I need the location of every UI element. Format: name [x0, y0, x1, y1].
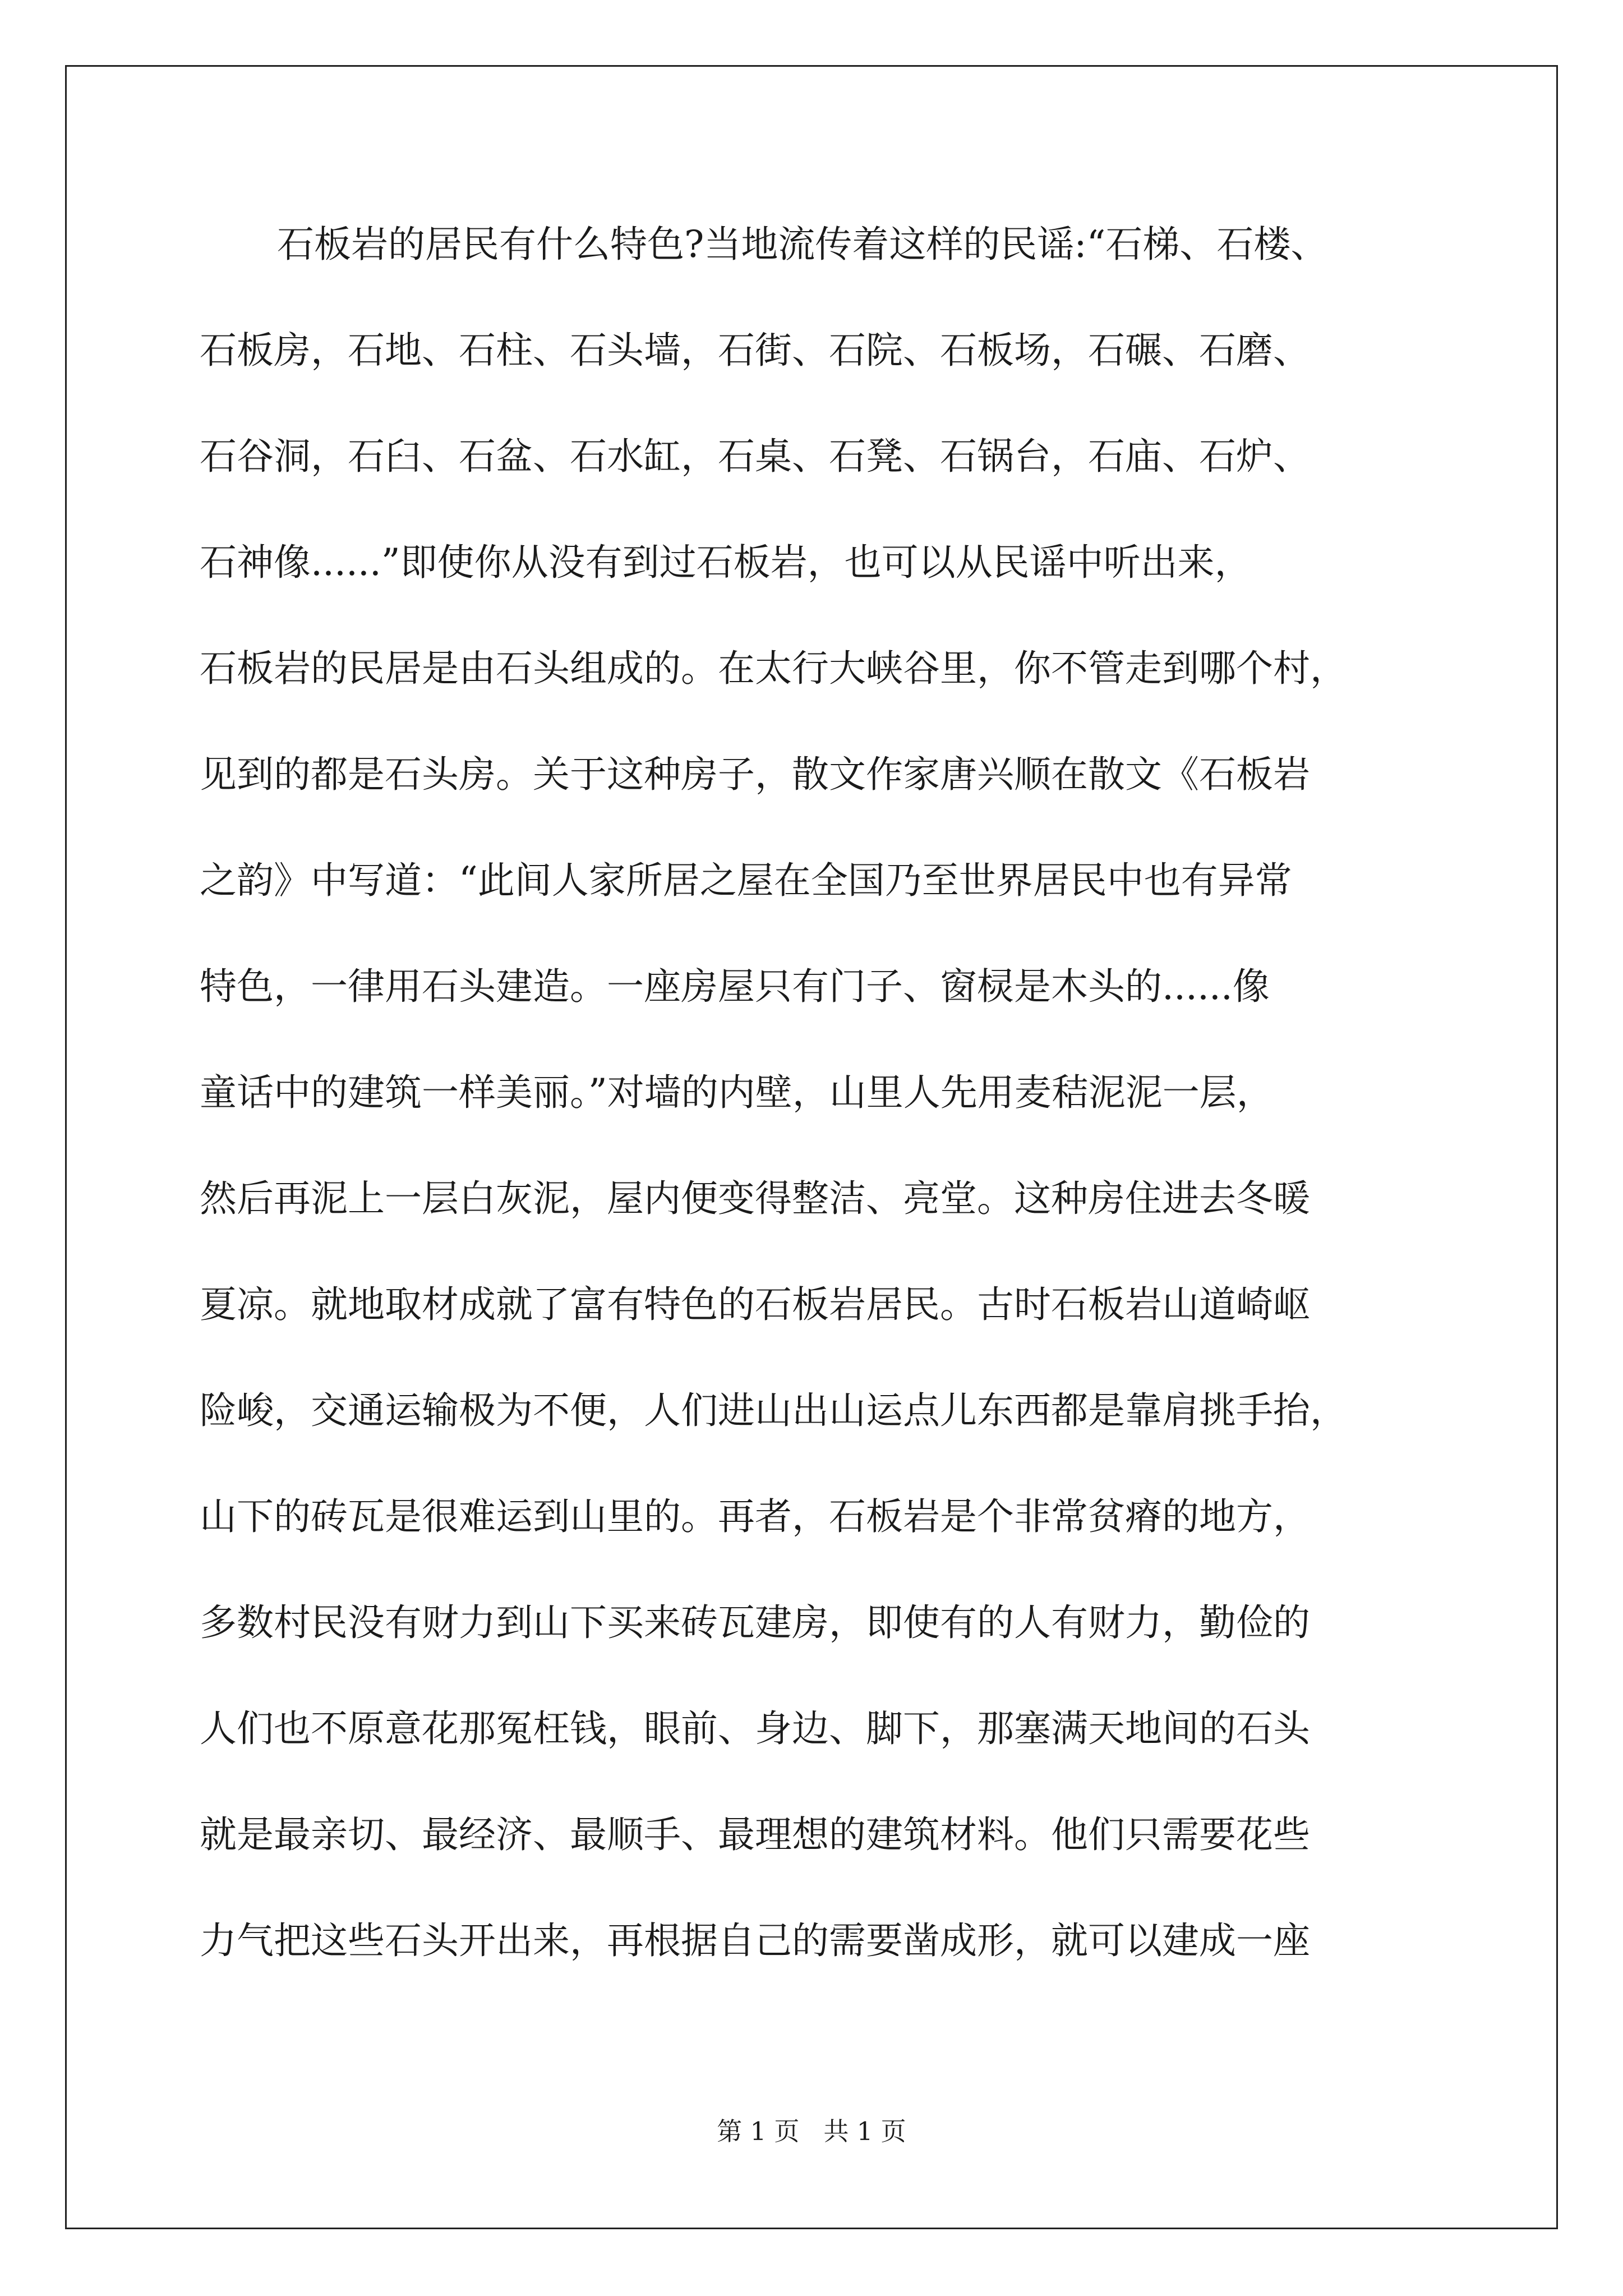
text-line: 石板房，石地、石柱、石头墙，石街、石院、石板场，石碾、石磨、 — [200, 329, 1310, 372]
text-line: 石板岩的居民有什么特色?当地流传着这样的民谣:“石梯、石楼、 — [277, 223, 1328, 266]
text-line: 之韵》中写道：“此间人家所居之屋在全国乃至世界居民中也有异常 — [200, 859, 1292, 902]
text-line: 人们也不原意花那冤枉钱，眼前、身边、脚下，那塞满天地间的石头 — [200, 1707, 1310, 1750]
text-line: 力气把这些石头开出来，再根据自己的需要凿成形，就可以建成一座 — [200, 1919, 1310, 1962]
text-line: 险峻，交通运输极为不便，人们进山出山运点儿东西都是靠肩挑手抬， — [200, 1389, 1347, 1432]
text-line: 石谷洞，石臼、石盆、石水缸，石桌、石凳、石锅台，石庙、石炉、 — [200, 435, 1310, 478]
text-line: 就是最亲切、最经济、最顺手、最理想的建筑材料。他们只需要花些 — [200, 1813, 1310, 1856]
text-line: 石神像......”即使你从没有到过石板岩，也可以从民谣中听出来， — [200, 541, 1252, 584]
text-line: 夏凉。就地取材成就了富有特色的石板岩居民。古时石板岩山道崎岖 — [200, 1283, 1310, 1326]
body-text — [200, 211, 1433, 2013]
text-line: 石板岩的民居是由石头组成的。在太行大峡谷里，你不管走到哪个村， — [200, 647, 1347, 690]
text-line: 特色，一律用石头建造。一座房屋只有门子、窗棂是木头的......像 — [200, 965, 1270, 1008]
text-line: 见到的都是石头房。关于这种房子，散文作家唐兴顺在散文《石板岩 — [200, 753, 1310, 796]
text-line: 山下的砖瓦是很难运到山里的。再者，石板岩是个非常贫瘠的地方， — [200, 1495, 1310, 1538]
page-footer: 第 1 页 共 1 页 — [717, 2116, 906, 2146]
text-line: 然后再泥上一层白灰泥，屋内便变得整洁、亮堂。这种房住进去冬暖 — [200, 1177, 1310, 1220]
text-line: 童话中的建筑一样美丽。”对墙的内壁，山里人先用麦秸泥泥一层， — [200, 1071, 1274, 1114]
text-line: 多数村民没有财力到山下买来砖瓦建房，即使有的人有财力，勤俭的 — [200, 1601, 1310, 1644]
